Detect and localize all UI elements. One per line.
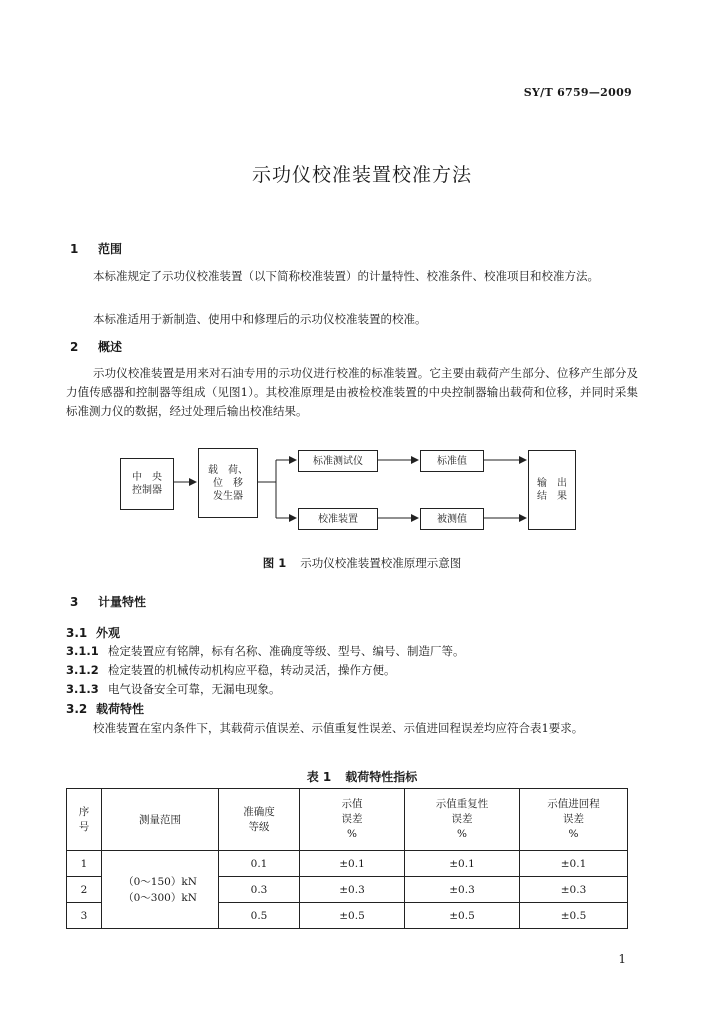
table-header-row — [67, 789, 628, 851]
cell-hysteresis: ±0.5 — [520, 903, 628, 929]
section-number: 2 — [70, 340, 79, 354]
table-caption — [0, 768, 724, 785]
cell-hysteresis: ±0.1 — [520, 851, 628, 877]
cell-hysteresis: ±0.3 — [520, 877, 628, 903]
section-title: 计量特性 — [98, 595, 147, 609]
cell-accuracy: 0.1 — [219, 851, 300, 877]
header-error: 示值 误差 % — [300, 789, 405, 851]
clause-number: 3.1.3 — [66, 682, 99, 696]
clause-3-1-3 — [66, 681, 281, 697]
subsection-number: 3.2 — [66, 702, 88, 716]
header-accuracy: 准确度 等级 — [219, 789, 300, 851]
section-1-heading — [70, 240, 122, 257]
clause-number: 3.1.2 — [66, 663, 99, 677]
box-load-displacement-generator: 载 荷、 位 移 发生器 — [198, 448, 258, 518]
clause-3-1-1 — [66, 643, 465, 659]
subsection-title: 外观 — [96, 626, 121, 640]
box-central-controller: 中 央 控制器 — [120, 458, 174, 510]
standard-code: SY/T 6759—2009 — [523, 86, 632, 99]
table-number: 表 1 — [306, 770, 332, 784]
document-title: 示功仪校准装置校准方法 — [251, 164, 472, 186]
clause-text: 电气设备安全可靠，无漏电现象。 — [108, 682, 281, 696]
clause-3-1-2 — [66, 662, 396, 678]
table-row — [67, 851, 628, 877]
cell-repeat: ±0.5 — [405, 903, 520, 929]
subsection-3-1-heading — [66, 624, 120, 641]
header-range: 测量范围 — [102, 789, 219, 851]
figure-caption — [0, 555, 724, 571]
section-2-paragraph-1: 示功仪校准装置是用来对石油专用的示功仪进行校准的标准装置。它主要由载荷产生部分、位移产生部分及力值传感器和控制器等组成（见图1）。其校准原理是由被检校准装置的中央控制器输出载荷和位移，并同时采集标准测力仪的数据，经过处理后输出校准结果。 — [66, 366, 638, 418]
principle-diagram — [100, 440, 640, 540]
section-number: 3 — [70, 595, 79, 609]
header-hysteresis: 示值进回程 误差 % — [520, 789, 628, 851]
section-2-heading — [70, 338, 122, 355]
load-characteristics-table — [66, 788, 628, 929]
header-repeat: 示值重复性 误差 % — [405, 789, 520, 851]
section-1-paragraph-1: 本标准规定了示功仪校准装置（以下简称校准装置）的计量特性、校准条件、校准项目和校准方法。 — [93, 269, 599, 283]
cell-accuracy: 0.3 — [219, 877, 300, 903]
cell-repeat: ±0.1 — [405, 851, 520, 877]
cell-error: ±0.3 — [300, 877, 405, 903]
section-1-paragraph-2: 本标准适用于新制造、使用中和修理后的示功仪校准装置的校准。 — [93, 312, 427, 326]
cell-seq: 3 — [67, 903, 102, 929]
subsection-3-2-heading — [66, 700, 144, 717]
clause-text: 检定装置应有铭牌，标有名称、准确度等级、型号、编号、制造厂等。 — [108, 644, 465, 658]
figure-number: 图 1 — [262, 556, 287, 570]
cell-repeat: ±0.3 — [405, 877, 520, 903]
box-standard-instrument: 标准测试仪 — [298, 450, 378, 472]
header-seq: 序 号 — [67, 789, 102, 851]
cell-accuracy: 0.5 — [219, 903, 300, 929]
clause-text: 检定装置的机械传动机构应平稳，转动灵活，操作方便。 — [108, 663, 396, 677]
section-3-heading — [70, 593, 146, 610]
figure-caption-text: 示功仪校准装置校准原理示意图 — [300, 556, 462, 570]
subsection-title: 载荷特性 — [96, 702, 145, 716]
subsection-number: 3.1 — [66, 626, 88, 640]
cell-seq: 2 — [67, 877, 102, 903]
cell-error: ±0.1 — [300, 851, 405, 877]
cell-seq: 1 — [67, 851, 102, 877]
clause-number: 3.1.1 — [66, 644, 99, 658]
subsection-3-2-paragraph: 校准装置在室内条件下，其载荷示值误差、示值重复性误差、示值进回程误差均应符合表1要求。 — [93, 721, 584, 735]
table-caption-text: 载荷特性指标 — [345, 770, 418, 784]
cell-error: ±0.5 — [300, 903, 405, 929]
section-title: 范围 — [98, 242, 123, 256]
section-title: 概述 — [98, 340, 123, 354]
box-calibration-device: 校准装置 — [298, 508, 378, 530]
section-number: 1 — [70, 242, 79, 256]
cell-range: （0～150）kN （0～300）kN — [102, 851, 219, 929]
box-output-result: 输 出 结 果 — [528, 450, 576, 530]
box-measured-value: 被测值 — [420, 508, 484, 530]
box-standard-value: 标准值 — [420, 450, 484, 472]
page-number: 1 — [618, 952, 626, 966]
